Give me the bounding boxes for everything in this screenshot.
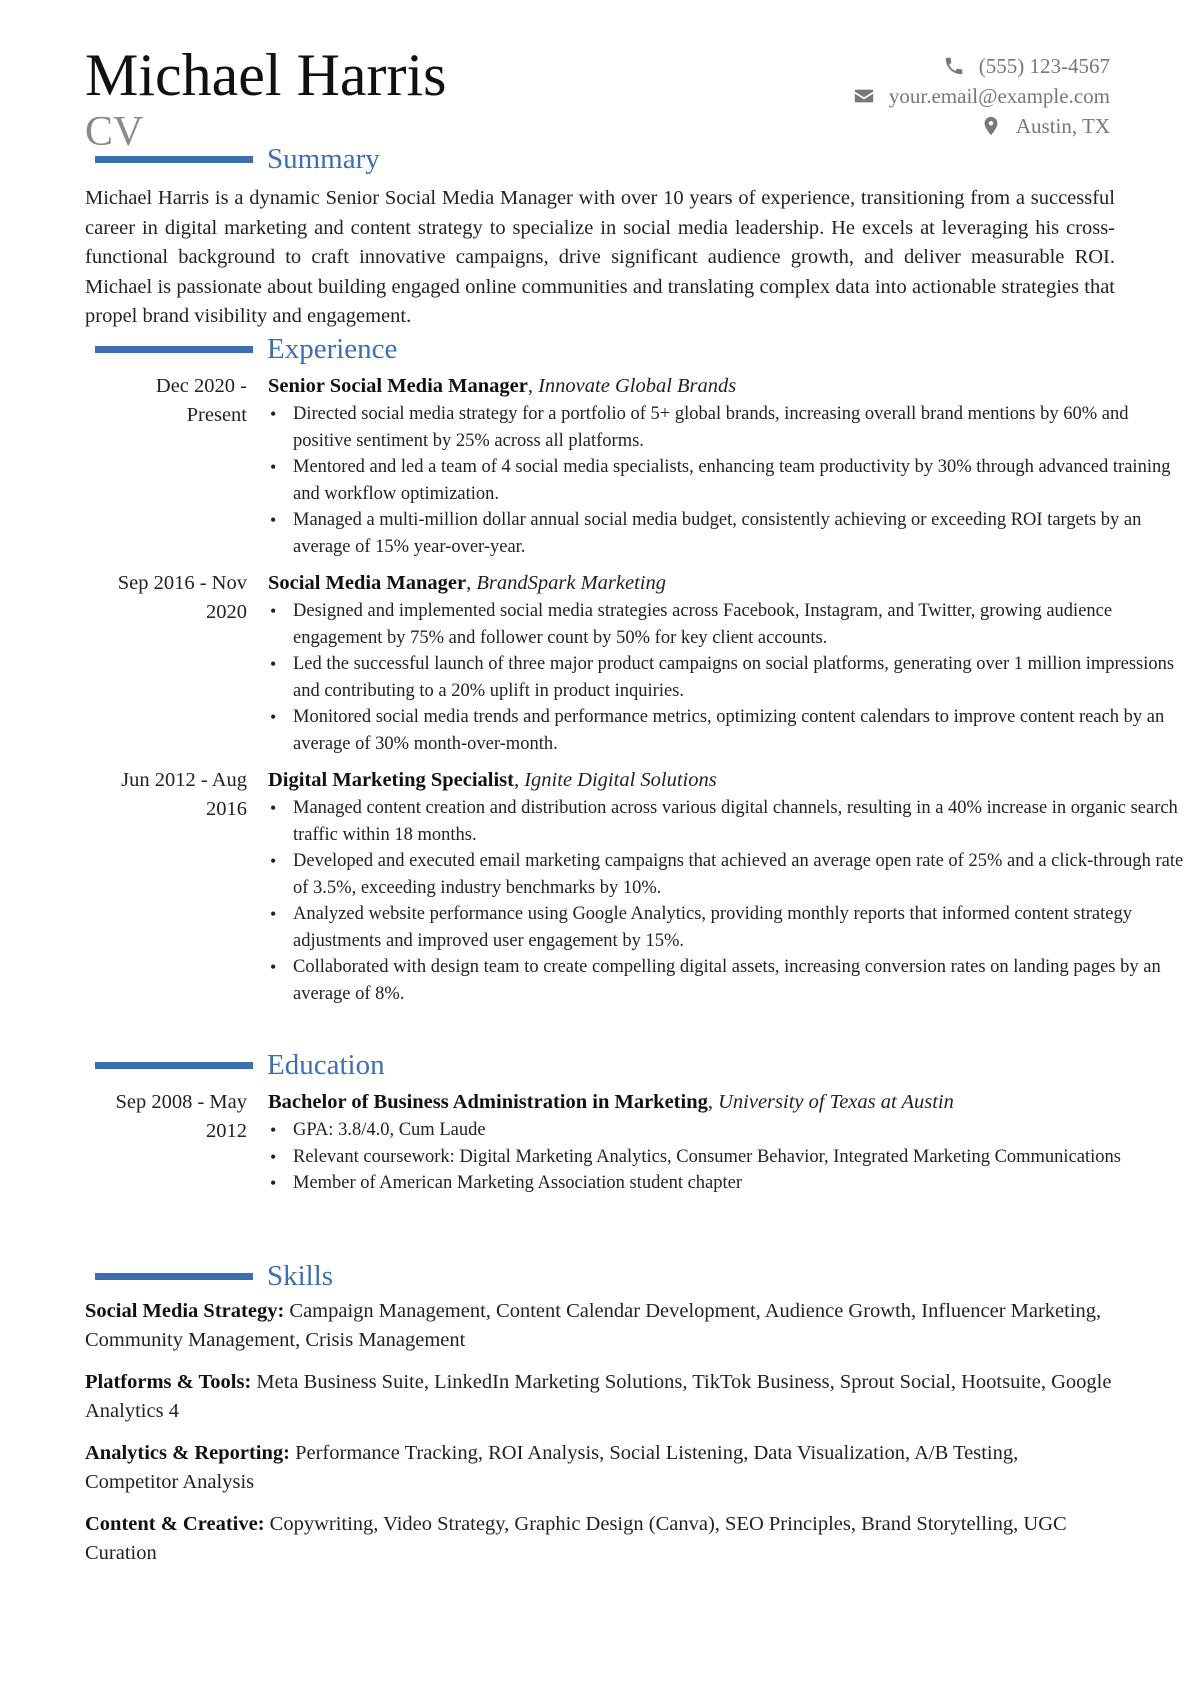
- company-name: Innovate Global Brands: [538, 375, 737, 397]
- institution-name: University of Texas at Austin: [718, 1091, 954, 1113]
- entry-body: [268, 372, 1188, 560]
- bullet-item: • Member of American Marketing Association student chapter: [268, 1170, 1188, 1197]
- bullet-item: • GPA: 3.8/4.0, Cum Laude: [268, 1117, 1188, 1144]
- candidate-name: Michael Harris: [85, 42, 447, 108]
- entry-body: [268, 1088, 1188, 1197]
- bullet-item: • Managed a multi-million dollar annual social media budget, consistently achieving or exceeding ROI targets by an average of 15% year-over-year.: [268, 507, 1188, 560]
- bullet-list: [268, 401, 1188, 560]
- entry-heading: Senior Social Media Manager, Innovate Global Brands: [268, 375, 737, 397]
- section-title: Skills: [267, 1260, 334, 1292]
- section-accent-bar: [95, 156, 253, 163]
- section-title: Education: [267, 1049, 385, 1081]
- section-accent-bar: [95, 1273, 253, 1280]
- map-marker-icon: [980, 115, 1002, 137]
- skill-group-text: Campaign Management, Content Calendar Development, Audience Growth, Influencer Marketing, Community Management, Crisis Management: [85, 1300, 1102, 1351]
- email-link[interactable]: your.email@example.com: [888, 83, 1110, 108]
- entry-heading: Social Media Manager, BrandSpark Marketing: [268, 572, 666, 594]
- bullet-item: • Designed and implemented social media strategies across Facebook, Instagram, and Twitter, growing audience engagement by 75% and follower count by 50% for key client accounts.: [268, 598, 1188, 651]
- degree-title: Bachelor of Business Administration in Marketing: [268, 1091, 708, 1113]
- section-title: Experience: [267, 333, 398, 365]
- summary-text: Michael Harris is a dynamic Senior Social Media Manager with over 10 years of experience, transitioning from a successful career in digital marketing and content strategy to specialize in social media leadership. He excels at leveraging his cross-functional background to craft innovative campaigns, drive significant audience growth, and deliver measurable ROI. Michael is passionate about building engaged online communities and translating complex data into actionable strategies that propel brand visibility and engagement.: [85, 187, 1115, 327]
- bullet-item: • Led the successful launch of three major product campaigns on social platforms, generating over 1 million impressions and contributing to a 20% uplift in product inquiries.: [268, 651, 1188, 704]
- skill-group-label: Analytics & Reporting:: [85, 1442, 290, 1464]
- bullet-list: [268, 598, 1188, 757]
- envelope-icon: [853, 85, 875, 107]
- skill-group-text: Copywriting, Video Strategy, Graphic Design (Canva), SEO Principles, Brand Storytelling, UGC Curation: [85, 1513, 1067, 1564]
- skill-group: [85, 1368, 1115, 1426]
- contact-location: [853, 112, 1110, 140]
- document-subtitle: CV: [85, 109, 144, 155]
- bullet-list: [268, 1117, 1188, 1197]
- skill-group: [85, 1439, 1115, 1497]
- entry-date: Sep 2016 - Nov 2020: [117, 572, 247, 623]
- skills-section-header: [95, 1259, 333, 1293]
- skill-group-label: Platforms & Tools:: [85, 1371, 252, 1393]
- bullet-item: • Mentored and led a team of 4 social media specialists, enhancing team productivity by 30% through advanced training and workflow optimization.: [268, 454, 1188, 507]
- bullet-item: • Developed and executed email marketing campaigns that achieved an average open rate of 25% and a click-through rate of 3.5%, exceeding industry benchmarks by 10%.: [268, 848, 1188, 901]
- summary-section-header: [95, 142, 380, 176]
- section-accent-bar: [95, 346, 253, 353]
- section-title: Summary: [267, 143, 380, 175]
- skill-group: [85, 1510, 1115, 1568]
- job-title: Digital Marketing Specialist: [268, 769, 514, 791]
- skill-group-text: Meta Business Suite, LinkedIn Marketing Solutions, TikTok Business, Sprout Social, Hootsuite, Google Analytics 4: [85, 1371, 1112, 1422]
- bullet-item: • Relevant coursework: Digital Marketing Analytics, Consumer Behavior, Integrated Marketing Communications: [268, 1144, 1188, 1171]
- entry-date: Sep 2008 - May 2012: [115, 1091, 247, 1142]
- education-section-header: [95, 1048, 385, 1082]
- entry-body: [268, 766, 1188, 1007]
- entry-date: Dec 2020 - Present: [155, 375, 247, 426]
- bullet-list: [268, 795, 1188, 1007]
- company-name: BrandSpark Marketing: [476, 572, 666, 594]
- company-name: Ignite Digital Solutions: [524, 769, 717, 791]
- entry-heading: Bachelor of Business Administration in Marketing, University of Texas at Austin: [268, 1091, 954, 1113]
- bullet-item: • Monitored social media trends and performance metrics, optimizing content calendars to improve content reach by an average of 30% month-over-month.: [268, 704, 1188, 757]
- bullet-item: • Directed social media strategy for a portfolio of 5+ global brands, increasing overall brand mentions by 60% and positive sentiment by 25% across all platforms.: [268, 401, 1188, 454]
- experience-section-header: [95, 332, 397, 366]
- skill-group: [85, 1297, 1115, 1355]
- job-title: Social Media Manager: [268, 572, 467, 594]
- entry-date: Jun 2012 - Aug 2016: [121, 769, 247, 820]
- entry-heading: Digital Marketing Specialist, Ignite Digital Solutions: [268, 769, 717, 791]
- bullet-item: • Managed content creation and distribution across various digital channels, resulting in a 40% increase in organic search traffic within 18 months.: [268, 795, 1188, 848]
- contact-email: [853, 82, 1110, 110]
- section-accent-bar: [95, 1062, 253, 1069]
- skill-group-text: Performance Tracking, ROI Analysis, Social Listening, Data Visualization, A/B Testing, Competitor Analysis: [85, 1442, 1019, 1493]
- bullet-item: • Analyzed website performance using Google Analytics, providing monthly reports that informed content strategy adjustments and improved user engagement by 15%.: [268, 901, 1188, 954]
- phone-icon: [943, 55, 965, 77]
- phone-text: (555) 123-4567: [978, 53, 1110, 78]
- entry-body: [268, 569, 1188, 757]
- location-text: Austin, TX: [1015, 113, 1110, 138]
- job-title: Senior Social Media Manager: [268, 375, 528, 397]
- bullet-item: • Collaborated with design team to create compelling digital assets, increasing conversion rates on landing pages by an average of 8%.: [268, 954, 1188, 1007]
- skill-group-label: Content & Creative:: [85, 1513, 265, 1535]
- skill-group-label: Social Media Strategy:: [85, 1300, 285, 1322]
- contact-info: [853, 52, 1110, 142]
- contact-phone: [853, 52, 1110, 80]
